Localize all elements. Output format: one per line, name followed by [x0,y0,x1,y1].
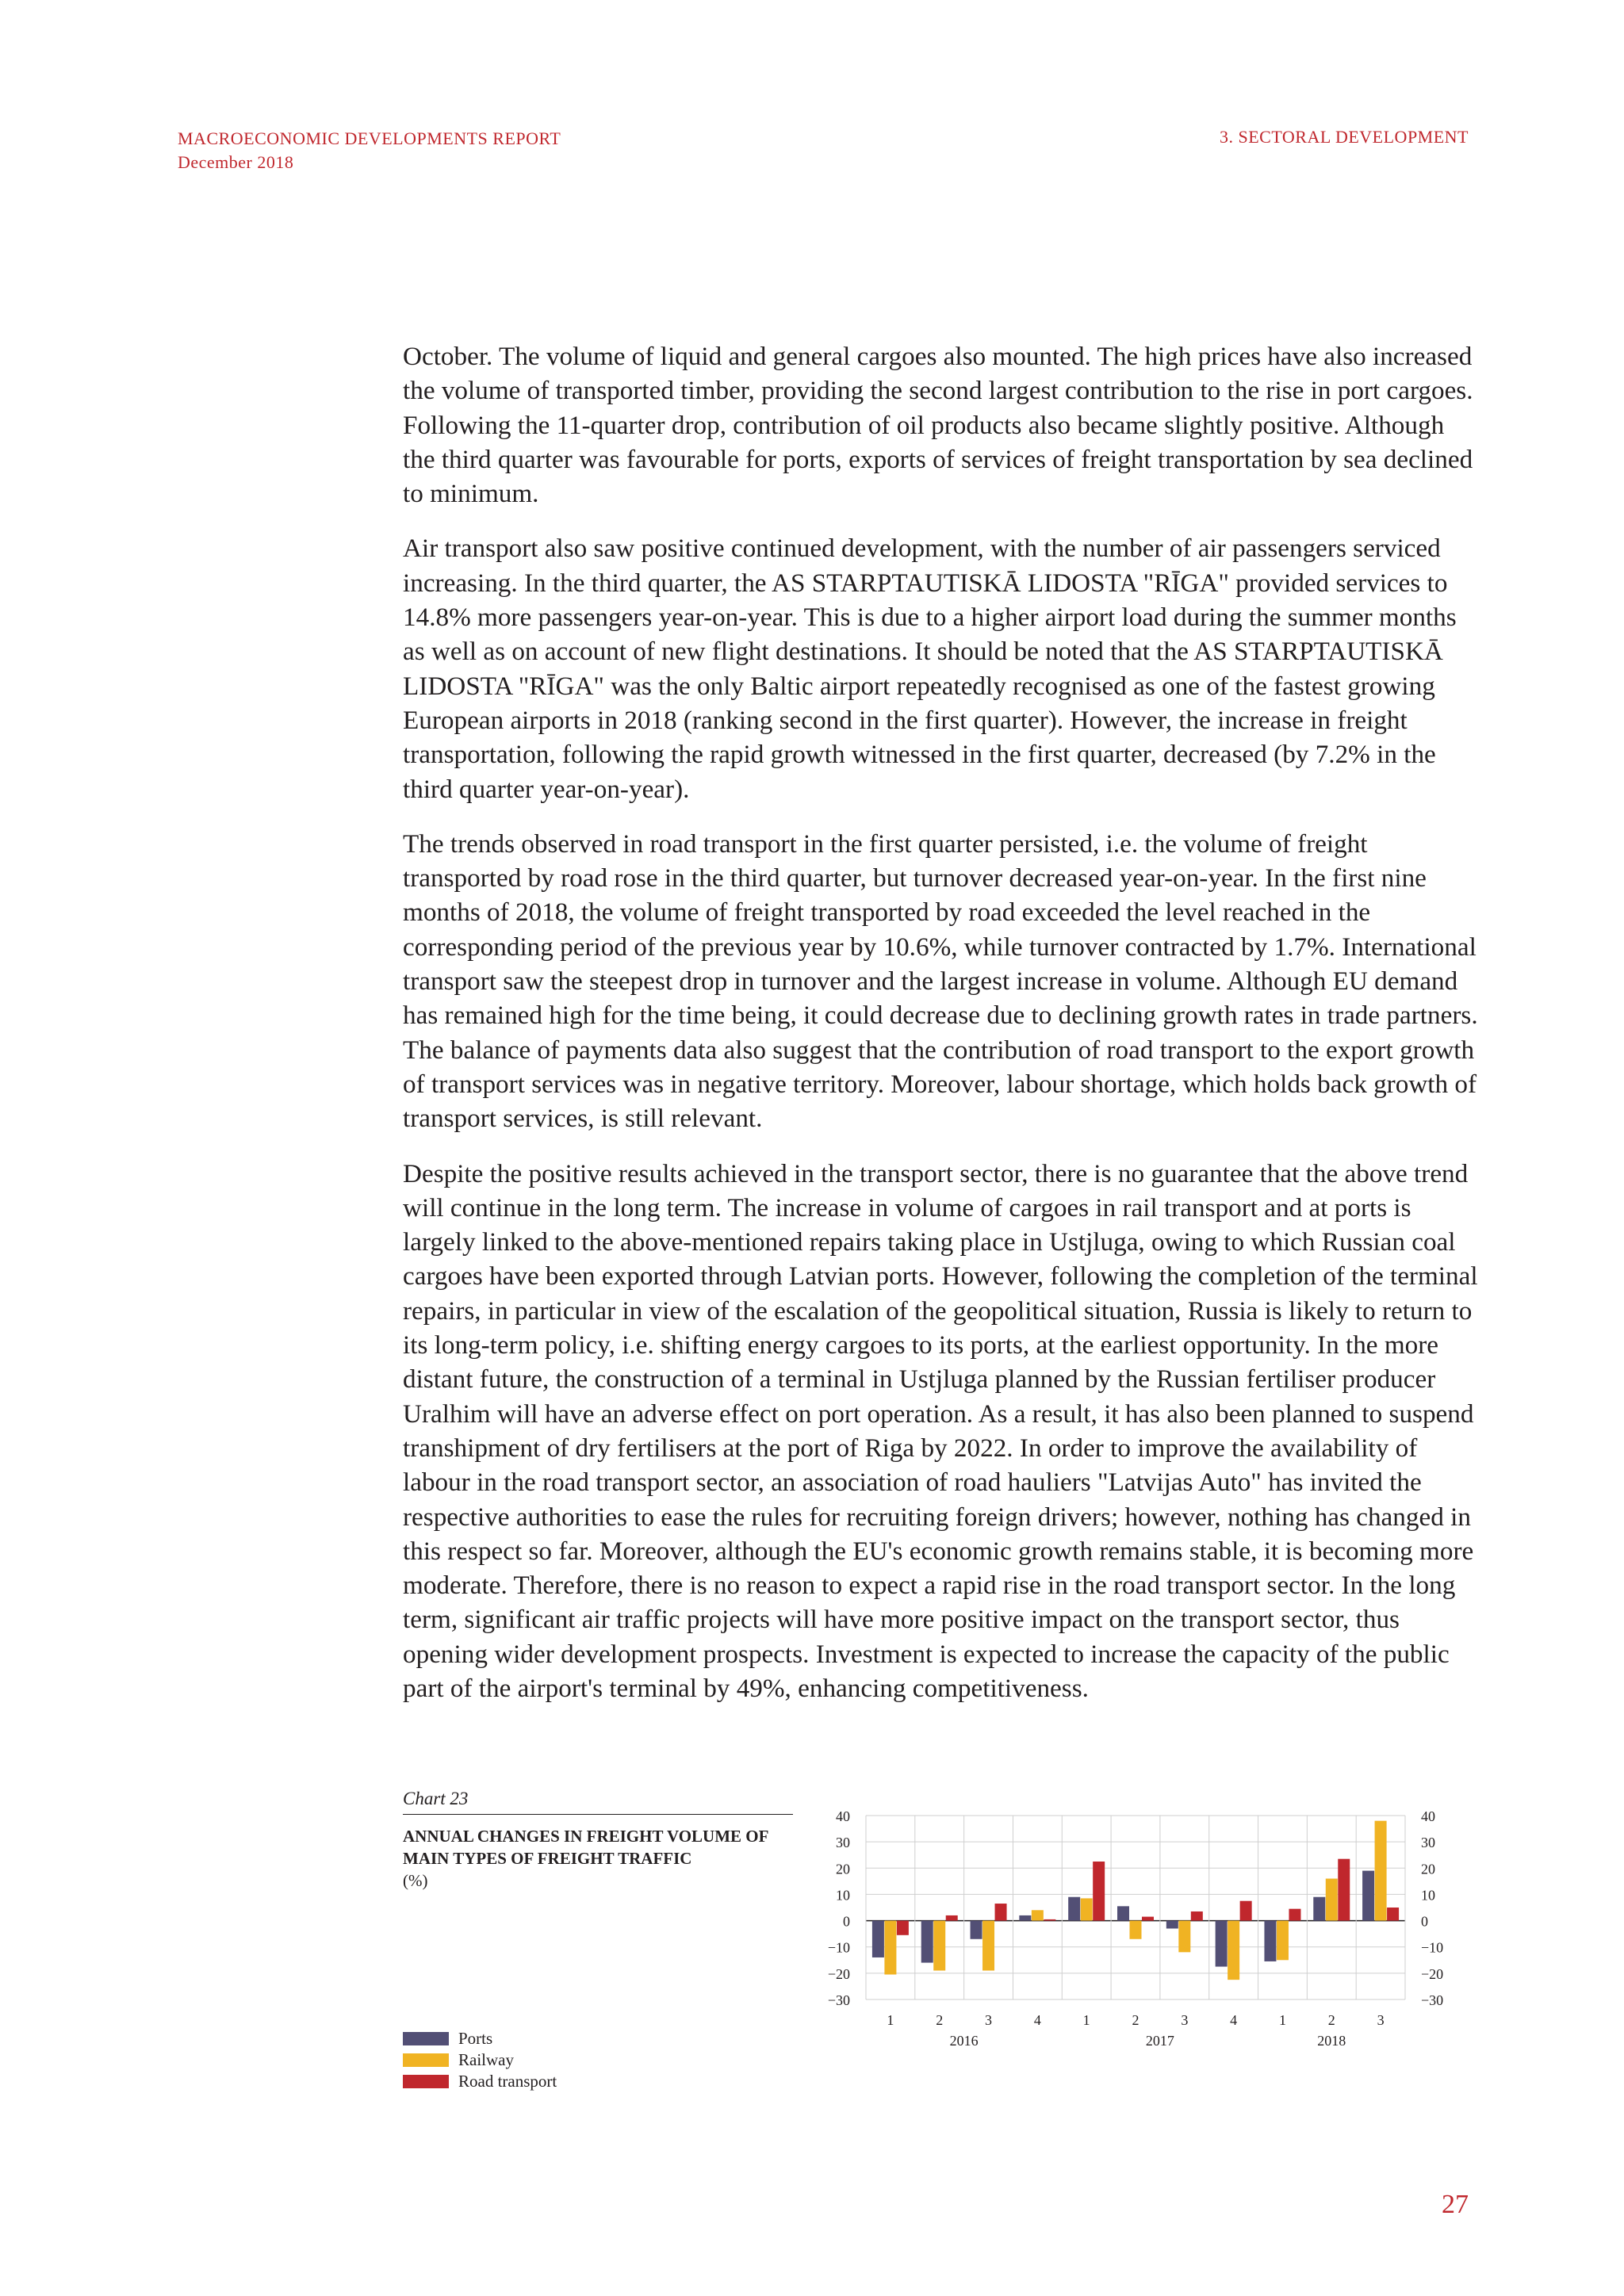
y-tick-label-left: 10 [836,1887,850,1904]
legend-label: Railway [458,2050,514,2069]
header-left [178,127,561,174]
section-title: 3. SECTORAL DEVELOPMENT [1220,127,1469,147]
x-tick-label: 2 [1327,2012,1335,2028]
bar-ports [1313,1897,1325,1921]
legend-swatch-ports [403,2032,449,2045]
bar-ports [1019,1915,1031,1921]
legend-swatch-railway [403,2053,449,2067]
bar-ports [1068,1897,1080,1921]
bar-road-transport [1142,1917,1154,1921]
y-tick-label-left: 40 [836,1808,850,1824]
bar-road-transport [1387,1908,1399,1921]
bar-ports [1362,1871,1374,1921]
bar-railway [933,1921,945,1971]
bar-railway [884,1921,896,1975]
bar-ports [872,1921,884,1957]
y-tick-label-left: −20 [827,1965,850,1982]
bar-road-transport [1338,1859,1350,1921]
bar-railway [1326,1879,1338,1921]
chart-legend [403,2028,557,2092]
y-tick-label-right: 20 [1421,1861,1435,1877]
x-tick-label: 4 [1230,2012,1238,2028]
chart-label: Chart 23 [403,1789,469,1808]
bar-road-transport [1191,1911,1203,1921]
bar-railway [1130,1921,1142,1939]
chart-unit: (%) [403,1871,428,1890]
chart-divider [403,1814,793,1815]
bar-road-transport [1044,1919,1055,1921]
legend-item-ports [403,2028,557,2049]
x-tick-label: 1 [1082,2012,1090,2028]
legend-item-railway [403,2049,557,2071]
bar-railway [1375,1821,1387,1921]
page-number: 27 [1442,2190,1469,2219]
y-tick-label-right: −30 [1421,1992,1444,2008]
paragraph: The trends observed in road transport in the first quarter persisted, i.e. the volume of freight transported by road rose in the third quarter, but turnover decreased year-on-year. In the first nine months of 2018, the volume of freight transported by road exceeded the level reached in the corresponding period of the previous year by 10.6%, while turnover contracted by 1.7%. International transport saw the steepest drop in turnover and the largest increase in volume. Although EU demand has remained high for the time being, it could decrease due to declining growth rates in trade partners. The balance of payments data also suggest that the contribution of road transport to the export growth of transport services was in negative territory. Moreover, labour shortage, which holds back growth of transport services, is still relevant. [403,828,1478,1134]
legend-label: Road transport [458,2072,557,2091]
bar-ports [1166,1921,1178,1929]
bar-ports [1117,1906,1129,1920]
paragraph: Air transport also saw positive continued development, with the number of air passengers serviced increasing. In the third quarter, the AS STARPTAUTISKĀ LIDOSTA "RĪGA" provided services to 14.8% more passengers year-on-year. This is due to a higher airport load during the summer months as well as on account of new flight destinations. It should be noted that the AS STARPTAUTISKĀ LIDOSTA "RĪGA" was the only Baltic airport repeatedly recognised as one of the fastest growing European airports in 2018 (ranking second in the first quarter). However, the increase in freight transportation, following the rapid growth witnessed in the first quarter, decreased (by 7.2% in the third quarter year-on-year). [403,534,1457,804]
year-label: 2017 [1145,2033,1174,2049]
report-title: MACROECONOMIC DEVELOPMENTS REPORT [178,128,561,148]
x-tick-label: 3 [985,2012,993,2028]
bar-ports [971,1921,982,1939]
bar-railway [1081,1898,1093,1920]
x-tick-label: 2 [936,2012,944,2028]
x-tick-label: 1 [887,2012,894,2028]
y-tick-label-left: 30 [836,1835,850,1851]
y-tick-label-left: 20 [836,1861,850,1877]
y-tick-label-right: 10 [1421,1887,1435,1904]
y-tick-label-left: 0 [843,1913,850,1930]
x-tick-label: 3 [1181,2012,1189,2028]
paragraph: Despite the positive results achieved in the transport sector, there is no guarantee that the above trend will continue in the long term. The increase in volume of cargoes in rail transport and at ports is largely linked to the above-mentioned repairs taking place in Ustjluga, owing to which Russian coal cargoes have been exported through Latvian ports. However, following the completion of the terminal repairs, in particular in view of the escalation of the geopolitical situation, Russia is likely to return to its long-term policy, i.e. shifting energy cargoes to its ports, at the earliest opportunity. In the more distant future, the construction of a terminal in Ustjluga planned by the Russian fertiliser producer Uralhim will have an adverse effect on port operation. As a result, it has also been planned to suspend transhipment of dry fertilisers at the port of Riga by 2022. In order to improve the availability of labour in the road transport sector, an association of road hauliers "Latvijas Auto" has invited the respective authorities to ease the rules for recruiting foreign drivers; however, nothing has changed in this respect so far. Moreover, although the EU's economic growth remains stable, it is becoming more moderate. Therefore, there is no reason to expect a rapid rise in the road transport sector. In the long term, significant air traffic projects will have more positive impact on the transport sector, thus opening wider development prospects. Investment is expected to increase the capacity of the public part of the airport's terminal by 49%, enhancing competitiveness. [403,1158,1478,1703]
legend-swatch-road [403,2075,449,2088]
bar-railway [1178,1921,1190,1953]
legend-item-road [403,2071,557,2092]
bar-road-transport [1093,1862,1105,1921]
legend-label: Ports [458,2029,493,2048]
y-tick-label-right: 0 [1421,1913,1428,1930]
bar-road-transport [995,1904,1007,1921]
x-tick-label: 4 [1033,2012,1041,2028]
report-date: December 2018 [178,152,294,172]
body-text [403,339,1478,1726]
bar-railway [1228,1921,1239,1980]
bar-road-transport [1240,1901,1252,1921]
chart-title: ANNUAL CHANGES IN FREIGHT VOLUME OF MAIN TYPES OF FREIGHT TRAFFIC [403,1827,768,1868]
bar-ports [1264,1921,1276,1961]
bar-ports [921,1921,933,1963]
bar-railway [982,1921,994,1971]
bar-ports [1216,1921,1228,1967]
bar-railway [1277,1921,1289,1961]
year-label: 2018 [1317,2033,1346,2049]
x-tick-label: 2 [1132,2012,1139,2028]
bar-chart [793,1792,1475,2156]
paragraph: October. The volume of liquid and general cargoes also mounted. The high prices have also increased the volume of transported timber, providing the second largest contribution to the rise in port cargoes. Following the 11-quarter drop, contribution of oil products also became slightly positive. Although the third quarter was favourable for ports, exports of services of freight transportation by sea declined to minimum. [403,342,1473,509]
x-tick-label: 3 [1377,2012,1385,2028]
bar-road-transport [1289,1909,1300,1921]
y-tick-label-right: 30 [1421,1835,1435,1851]
bar-road-transport [897,1921,909,1935]
y-tick-label-right: −10 [1421,1939,1444,1956]
y-tick-label-right: 40 [1421,1808,1435,1824]
y-tick-label-right: −20 [1421,1965,1444,1982]
y-tick-label-left: −10 [827,1939,850,1956]
year-label: 2016 [949,2033,979,2049]
bar-road-transport [946,1915,958,1921]
x-tick-label: 1 [1278,2012,1286,2028]
y-tick-label-left: −30 [827,1992,850,2008]
bar-railway [1032,1910,1044,1920]
